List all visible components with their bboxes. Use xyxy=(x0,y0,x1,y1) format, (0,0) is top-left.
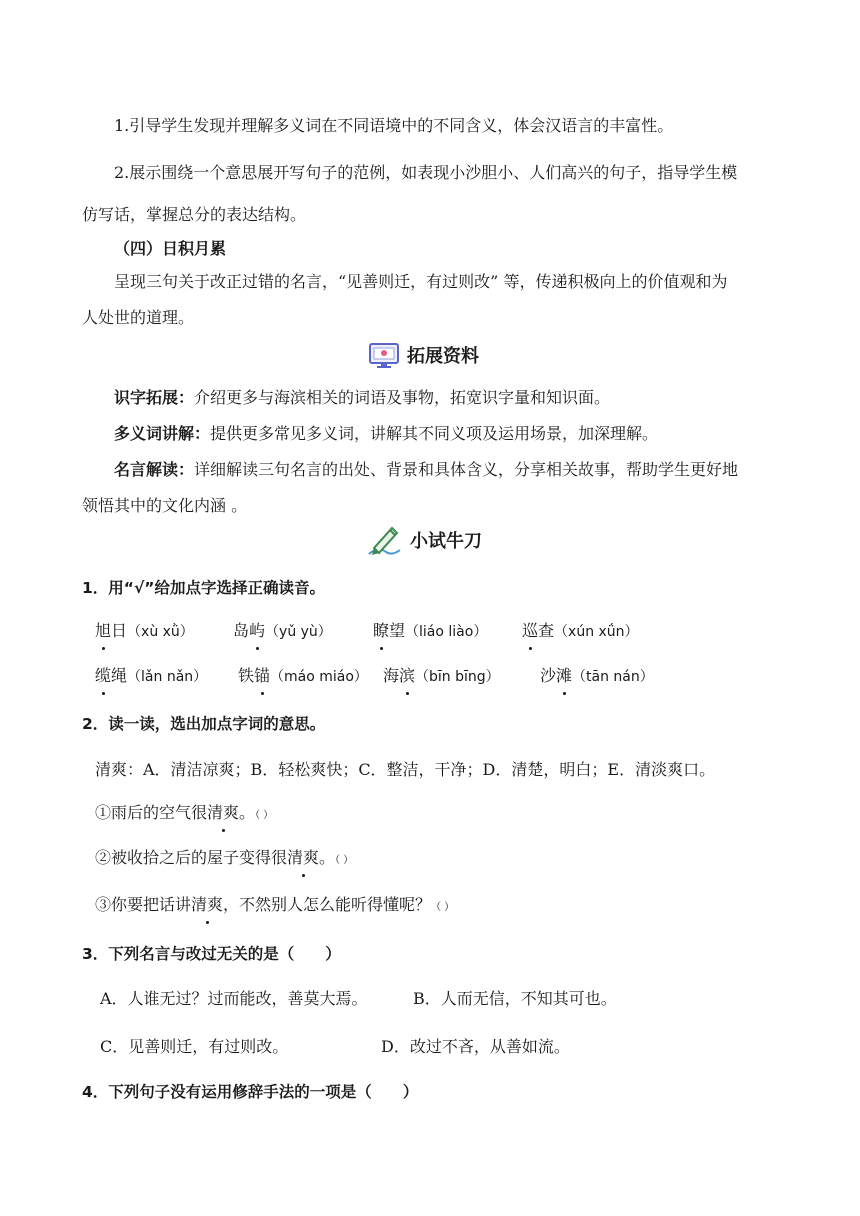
section-4-text-line-1: 呈现三句关于改正过错的名言，“见善则迁，有过则改” 等，传递积极向上的价值观和为 xyxy=(114,272,728,291)
question-3-option-a[interactable]: A．人谁无过？过而能改，善莫大焉。 xyxy=(100,989,368,1008)
pinyin-options: （xù xǜ） xyxy=(127,624,194,640)
dotted-char: 滨 xyxy=(399,662,415,690)
extension-item-text: 详细解读三句名言的出处、背景和具体含义，分享相关故事，帮助学生更好地 xyxy=(194,460,739,479)
extension-item-text: 介绍更多与海滨相关的词语及事物，拓宽识字量和知识面。 xyxy=(194,388,611,407)
monitor-icon xyxy=(369,343,399,369)
dotted-char: 滩 xyxy=(556,662,572,690)
answer-blank[interactable]: （ ） xyxy=(255,810,274,821)
section-4-title: （四）日积月累 xyxy=(114,239,227,258)
question-3-option-d[interactable]: D．改过不吝，从善如流。 xyxy=(381,1037,570,1056)
pinyin-options: （bīn bīng） xyxy=(415,669,500,685)
question-4-title: 4．下列句子没有运用修辞手法的一项是（ ） xyxy=(82,1083,419,1101)
pen-writing-icon xyxy=(366,524,404,558)
extension-item-quotes-line-2: 领悟其中的文化内涵 。 xyxy=(82,496,248,515)
question-3-title: 3．下列名言与改过无关的是（ ） xyxy=(82,945,341,963)
dotted-char: 屿 xyxy=(249,617,265,645)
goal-item-1: 1.引导学生发现并理解多义词在不同语境中的不同含义，体会汉语言的丰富性。 xyxy=(114,116,674,135)
pinyin-options: （máo miáo） xyxy=(270,669,368,685)
pinyin-item: 铁锚（máo miáo） xyxy=(238,662,368,691)
question-2-title: 2．读一读，选出加点字词的意思。 xyxy=(82,715,326,733)
question-2-options: 清爽：A．清洁凉爽；B．轻松爽快；C．整洁，干净；D．清楚，明白；E．清淡爽口。 xyxy=(95,760,716,779)
pinyin-options: （liáo liào） xyxy=(405,624,488,640)
question-1-title: 1．用“√”给加点字选择正确读音。 xyxy=(82,579,325,597)
pinyin-options: （yǔ yù） xyxy=(265,624,332,640)
pinyin-item: 旭日（xù xǜ） xyxy=(95,617,194,646)
question-2-sentence-1: ①雨后的空气很清爽。（ ） xyxy=(95,799,273,830)
pinyin-item: 瞭望（liáo liào） xyxy=(373,617,487,646)
extension-item-quotes xyxy=(82,452,782,488)
dotted-char: 旭 xyxy=(95,617,111,645)
pinyin-options: （xún xǘn） xyxy=(554,624,639,640)
pinyin-item: 岛屿（yǔ yù） xyxy=(233,617,332,646)
goal-item-2-line-1: 2.展示围绕一个意思展开写句子的范例，如表现小沙胆小、人们高兴的句子，指导学生模 xyxy=(114,163,738,182)
dotted-word: 清爽 xyxy=(191,891,223,919)
pinyin-item: 海滨（bīn bīng） xyxy=(383,662,500,691)
question-2-sentence-3: ③你要把话讲清爽，不然别人怎么能听得懂呢？（ ） xyxy=(95,891,454,922)
pinyin-item: 沙滩（tān nán） xyxy=(540,662,654,691)
extension-item-label: 识字拓展： xyxy=(114,388,195,407)
goal-item-2-line-2: 仿写话，掌握总分的表达结构。 xyxy=(82,205,307,224)
extension-item-literacy xyxy=(82,380,782,416)
pinyin-options: （lǎn nǎn） xyxy=(127,669,208,685)
extension-item-polysemy xyxy=(82,416,782,452)
practice-title: 小试牛刀 xyxy=(410,531,482,552)
extension-item-label: 名言解读： xyxy=(114,460,195,479)
dotted-char: 巡 xyxy=(522,617,538,645)
extension-item-label: 多义词讲解： xyxy=(114,424,211,443)
dotted-char: 锚 xyxy=(254,662,270,690)
question-2-sentence-2: ②被收拾之后的屋子变得很清爽。（ ） xyxy=(95,844,353,875)
pinyin-item: 巡查（xún xǘn） xyxy=(522,617,639,646)
answer-blank[interactable]: （ ） xyxy=(335,855,354,866)
question-3-option-c[interactable]: C．见善则迁，有过则改。 xyxy=(100,1037,289,1056)
pinyin-item: 缆绳（lǎn nǎn） xyxy=(95,662,207,691)
dotted-char: 缆 xyxy=(95,662,111,690)
question-3-option-b[interactable]: B．人而无信，不知其可也。 xyxy=(413,989,617,1008)
extension-item-text: 提供更多常见多义词，讲解其不同义项及运用场景，加深理解。 xyxy=(210,424,659,443)
answer-blank[interactable]: （ ） xyxy=(431,902,455,913)
dotted-char: 瞭 xyxy=(373,617,389,645)
pinyin-options: （tān nán） xyxy=(572,669,654,685)
dotted-word: 清爽 xyxy=(287,844,319,872)
section-4-text-line-2: 人处世的道理。 xyxy=(82,308,195,327)
dotted-word: 清爽 xyxy=(207,799,239,827)
extension-title: 拓展资料 xyxy=(407,346,479,367)
